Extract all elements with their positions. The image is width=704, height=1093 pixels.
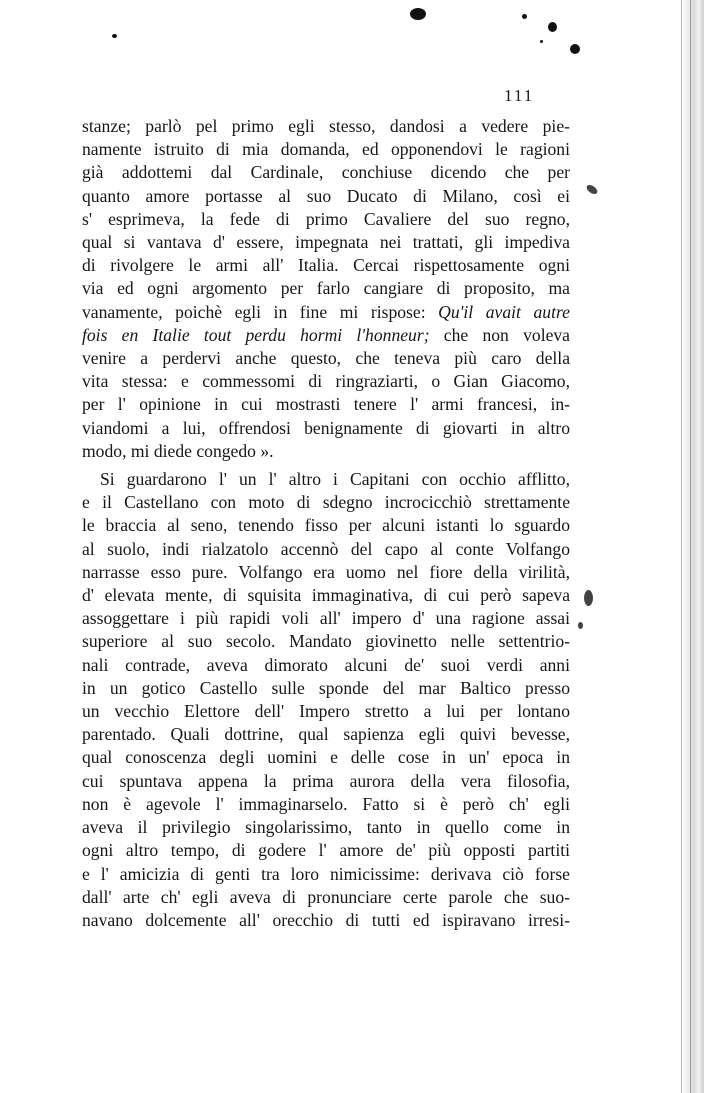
text-line: vita stessa: e commessomi di ringraziarti, o Gian Giacomo, <box>82 371 570 392</box>
text-line: e l' amicizia di genti tra loro nimicissime: derivava ciò forse <box>82 863 570 884</box>
ink-mark <box>584 590 593 606</box>
text-line: Si guardarono l' un l' altro i Capitani con occhio afflitto, <box>100 469 570 490</box>
ink-mark <box>578 622 583 629</box>
text-line: narrasse esso pure. Volfango era uomo nel fiore della virilità, <box>82 561 570 582</box>
text-line: in un gotico Castello sulle sponde del mar Baltico presso <box>82 677 570 698</box>
text-line: namente istruito di mia domanda, ed opponendovi le ragioni <box>82 139 570 160</box>
text-line: e il Castellano con moto di sdegno incrocicchiò strettamente <box>82 492 570 513</box>
paragraph-2 <box>82 468 570 932</box>
text-line: qual si vantava d' essere, impegnata nei trattati, gli impediva <box>82 232 570 253</box>
text-line: ogni altro tempo, di godere l' amore de' più opposti partiti <box>82 840 570 861</box>
ink-blot <box>410 8 426 20</box>
body-text <box>82 115 570 932</box>
ink-blot <box>540 40 543 43</box>
text-line: d' elevata mente, di squisita immaginativa, di cui però sapeva <box>82 585 570 606</box>
ink-blot <box>112 34 117 38</box>
text-line: al suolo, indi rialzatolo accennò del capo al conte Volfango <box>82 538 570 559</box>
text-line: non è agevole l' immaginarselo. Fatto si è però ch' egli <box>82 793 570 814</box>
text-line: modo, mi diede congedo ». <box>82 440 274 461</box>
text-line: venire a perdervi anche questo, che teneva più caro della <box>82 348 570 369</box>
page-number: 111 <box>504 86 535 105</box>
text-line: viandomi a lui, offrendosi benignamente di giovarti in altro <box>82 417 570 438</box>
text-line: dall' arte ch' egli aveva di pronunciare certe parole che suo- <box>82 886 570 907</box>
ink-blot <box>522 14 527 19</box>
page-edge-shadow <box>681 0 704 1093</box>
ink-mark <box>585 183 599 196</box>
text-line: assoggettare i più rapidi voli all' impero d' una ragione assai <box>82 608 570 629</box>
text-line: vanamente, poichè egli in fine mi rispose: Qu'il avait autre <box>82 301 570 322</box>
text-line: già addottemi dal Cardinale, conchiuse dicendo che per <box>82 162 570 183</box>
text-line: di rivolgere le armi all' Italia. Cercai rispettosamente ogni <box>82 255 570 276</box>
text-line: s' esprimeva, la fede di primo Cavaliere del suo regno, <box>82 208 570 229</box>
text-line: per l' opinione in cui mostrasti tenere l' armi francesi, in- <box>82 394 570 415</box>
text-line: via ed ogni argomento per farlo cangiare di proposito, ma <box>82 278 570 299</box>
text-line: nali contrade, aveva dimorato alcuni de' suoi verdi anni <box>82 654 570 675</box>
text-line: qual conoscenza degli uomini e delle cose in un' epoca in <box>82 747 570 768</box>
ink-blot <box>548 22 557 32</box>
text-line: superiore al suo secolo. Mandato giovinetto nelle settentrio- <box>82 631 570 652</box>
text-line: stanze; parlò pel primo egli stesso, dandosi a vedere pie- <box>82 116 570 136</box>
text-line: navano dolcemente all' orecchio di tutti ed ispiravano irresi- <box>82 909 570 930</box>
text-line: fois en Italie tout perdu hormi l'honneur; che non voleva <box>82 324 570 345</box>
text-line: aveva il privilegio singolarissimo, tanto in quello come in <box>82 817 570 838</box>
text-line: cui spuntava appena la prima aurora della vera filosofia, <box>82 770 570 791</box>
text-line: quanto amore portasse al suo Ducato di Milano, così ei <box>82 185 570 206</box>
text-line: le braccia al seno, tenendo fisso per alcuni istanti lo sguardo <box>82 515 570 536</box>
ink-blot <box>570 44 580 54</box>
text-line: parentado. Quali dottrine, qual sapienza egli quivi bevesse, <box>82 724 570 745</box>
text-line: un vecchio Elettore dell' Impero stretto a lui per lontano <box>82 701 570 722</box>
paragraph-1 <box>82 115 570 463</box>
